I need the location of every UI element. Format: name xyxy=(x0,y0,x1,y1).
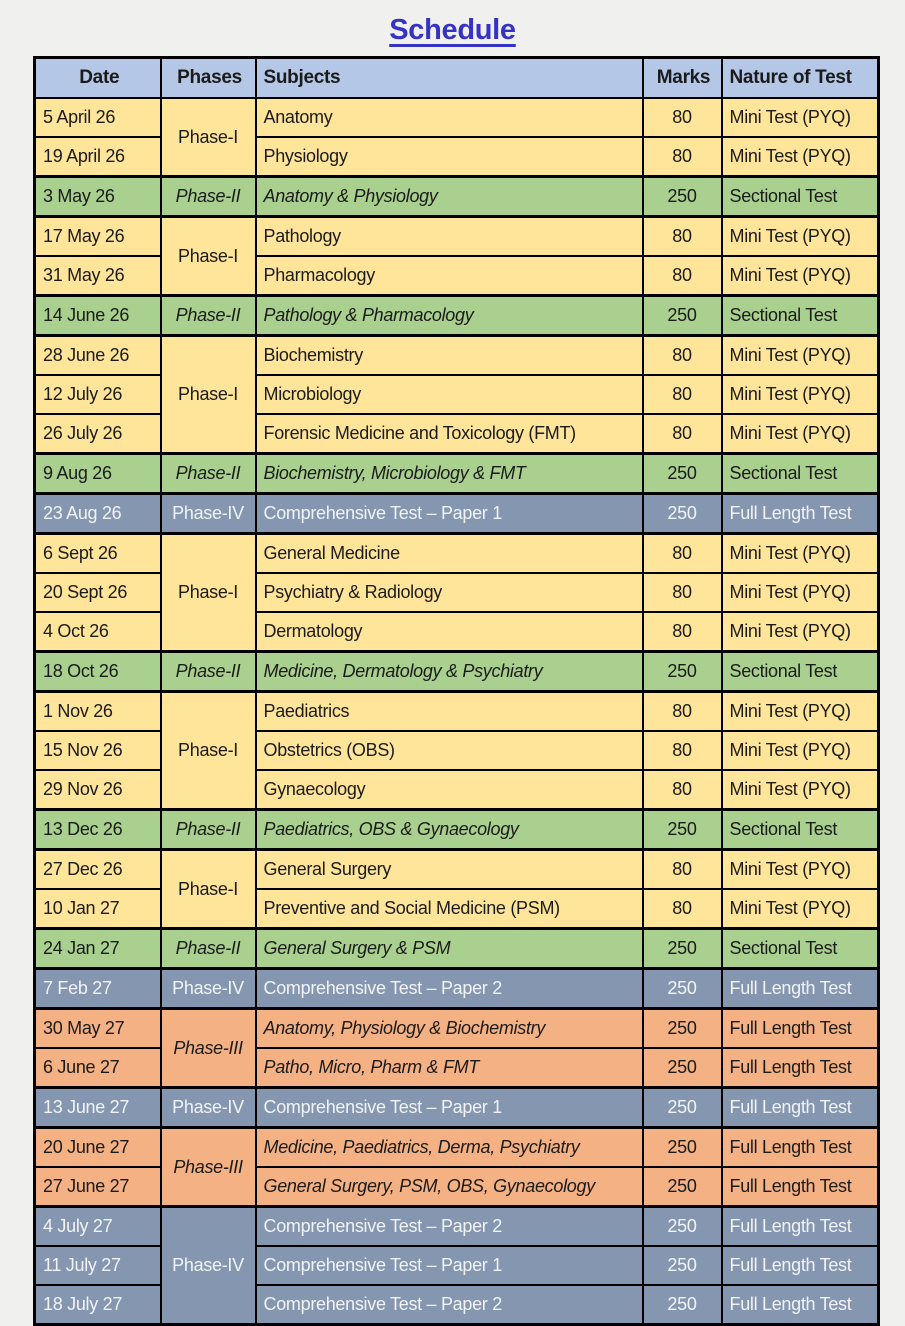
date-cell: 13 June 27 xyxy=(35,1088,161,1128)
marks-cell: 80 xyxy=(643,336,722,376)
subject-cell: Comprehensive Test – Paper 2 xyxy=(256,1285,643,1325)
header-nature: Nature of Test xyxy=(722,58,879,99)
marks-cell: 80 xyxy=(643,137,722,177)
subject-cell: Anatomy, Physiology & Biochemistry xyxy=(256,1009,643,1049)
marks-cell: 250 xyxy=(643,1207,722,1247)
subject-cell: Patho, Micro, Pharm & FMT xyxy=(256,1048,643,1088)
phase-cell: Phase-III xyxy=(161,1009,256,1088)
subject-cell: General Surgery xyxy=(256,850,643,890)
nature-cell: Sectional Test xyxy=(722,810,879,850)
phase-cell: Phase-IV xyxy=(161,969,256,1009)
nature-cell: Mini Test (PYQ) xyxy=(722,414,879,454)
subject-cell: Obstetrics (OBS) xyxy=(256,731,643,770)
subject-cell: Biochemistry xyxy=(256,336,643,376)
date-cell: 7 Feb 27 xyxy=(35,969,161,1009)
date-cell: 17 May 26 xyxy=(35,217,161,257)
subject-cell: Comprehensive Test – Paper 2 xyxy=(256,1207,643,1247)
nature-cell: Full Length Test xyxy=(722,1088,879,1128)
subject-cell: Comprehensive Test – Paper 2 xyxy=(256,969,643,1009)
table-row xyxy=(35,336,879,376)
table-row xyxy=(35,929,879,969)
subject-cell: Paediatrics xyxy=(256,692,643,732)
subject-cell: Dermatology xyxy=(256,612,643,652)
subject-cell: Anatomy xyxy=(256,98,643,137)
date-cell: 10 Jan 27 xyxy=(35,889,161,929)
nature-cell: Sectional Test xyxy=(722,454,879,494)
subject-cell: General Medicine xyxy=(256,534,643,574)
marks-cell: 250 xyxy=(643,454,722,494)
nature-cell: Mini Test (PYQ) xyxy=(722,770,879,810)
nature-cell: Full Length Test xyxy=(722,1246,879,1285)
marks-cell: 80 xyxy=(643,770,722,810)
phase-cell: Phase-I xyxy=(161,692,256,810)
nature-cell: Mini Test (PYQ) xyxy=(722,573,879,612)
nature-cell: Mini Test (PYQ) xyxy=(722,612,879,652)
marks-cell: 80 xyxy=(643,573,722,612)
table-row xyxy=(35,98,879,137)
table-row xyxy=(35,454,879,494)
phase-cell: Phase-I xyxy=(161,850,256,929)
date-cell: 15 Nov 26 xyxy=(35,731,161,770)
date-cell: 29 Nov 26 xyxy=(35,770,161,810)
phase-cell: Phase-I xyxy=(161,217,256,296)
nature-cell: Mini Test (PYQ) xyxy=(722,889,879,929)
nature-cell: Mini Test (PYQ) xyxy=(722,98,879,137)
nature-cell: Sectional Test xyxy=(722,296,879,336)
subject-cell: Paediatrics, OBS & Gynaecology xyxy=(256,810,643,850)
date-cell: 13 Dec 26 xyxy=(35,810,161,850)
subject-cell: Psychiatry & Radiology xyxy=(256,573,643,612)
date-cell: 20 Sept 26 xyxy=(35,573,161,612)
table-row xyxy=(35,652,879,692)
marks-cell: 80 xyxy=(643,217,722,257)
phase-cell: Phase-IV xyxy=(161,494,256,534)
subject-cell: Preventive and Social Medicine (PSM) xyxy=(256,889,643,929)
marks-cell: 250 xyxy=(643,177,722,217)
nature-cell: Mini Test (PYQ) xyxy=(722,256,879,296)
marks-cell: 250 xyxy=(643,969,722,1009)
page-title xyxy=(0,14,905,47)
date-cell: 31 May 26 xyxy=(35,256,161,296)
marks-cell: 250 xyxy=(643,1285,722,1325)
subject-cell: Anatomy & Physiology xyxy=(256,177,643,217)
phase-cell: Phase-IV xyxy=(161,1207,256,1325)
subject-cell: Physiology xyxy=(256,137,643,177)
marks-cell: 80 xyxy=(643,850,722,890)
subject-cell: Biochemistry, Microbiology & FMT xyxy=(256,454,643,494)
nature-cell: Mini Test (PYQ) xyxy=(722,692,879,732)
date-cell: 27 Dec 26 xyxy=(35,850,161,890)
table-row xyxy=(35,534,879,574)
subject-cell: Pathology xyxy=(256,217,643,257)
date-cell: 18 July 27 xyxy=(35,1285,161,1325)
date-cell: 4 July 27 xyxy=(35,1207,161,1247)
marks-cell: 80 xyxy=(643,414,722,454)
nature-cell: Sectional Test xyxy=(722,652,879,692)
subject-cell: Microbiology xyxy=(256,375,643,414)
phase-cell: Phase-II xyxy=(161,177,256,217)
subject-cell: Comprehensive Test – Paper 1 xyxy=(256,1246,643,1285)
table-row xyxy=(35,810,879,850)
marks-cell: 80 xyxy=(643,375,722,414)
table-row xyxy=(35,296,879,336)
page-title-text: Schedule xyxy=(389,14,516,46)
phase-cell: Phase-I xyxy=(161,534,256,652)
date-cell: 14 June 26 xyxy=(35,296,161,336)
nature-cell: Full Length Test xyxy=(722,1167,879,1207)
subject-cell: Pathology & Pharmacology xyxy=(256,296,643,336)
schedule-table xyxy=(33,56,880,1326)
header-row xyxy=(35,58,879,99)
marks-cell: 80 xyxy=(643,612,722,652)
nature-cell: Full Length Test xyxy=(722,1009,879,1049)
header-date: Date xyxy=(35,58,161,99)
date-cell: 27 June 27 xyxy=(35,1167,161,1207)
table-row xyxy=(35,1128,879,1168)
header-marks: Marks xyxy=(643,58,722,99)
subject-cell: Medicine, Dermatology & Psychiatry xyxy=(256,652,643,692)
nature-cell: Mini Test (PYQ) xyxy=(722,534,879,574)
nature-cell: Sectional Test xyxy=(722,929,879,969)
nature-cell: Mini Test (PYQ) xyxy=(722,850,879,890)
table-row xyxy=(35,177,879,217)
date-cell: 3 May 26 xyxy=(35,177,161,217)
date-cell: 12 July 26 xyxy=(35,375,161,414)
phase-cell: Phase-II xyxy=(161,454,256,494)
nature-cell: Mini Test (PYQ) xyxy=(722,731,879,770)
date-cell: 1 Nov 26 xyxy=(35,692,161,732)
subject-cell: Comprehensive Test – Paper 1 xyxy=(256,494,643,534)
header-phases: Phases xyxy=(161,58,256,99)
subject-cell: Pharmacology xyxy=(256,256,643,296)
marks-cell: 250 xyxy=(643,1088,722,1128)
date-cell: 23 Aug 26 xyxy=(35,494,161,534)
nature-cell: Sectional Test xyxy=(722,177,879,217)
marks-cell: 250 xyxy=(643,929,722,969)
phase-cell: Phase-II xyxy=(161,810,256,850)
nature-cell: Mini Test (PYQ) xyxy=(722,336,879,376)
marks-cell: 80 xyxy=(643,731,722,770)
marks-cell: 80 xyxy=(643,98,722,137)
phase-cell: Phase-IV xyxy=(161,1088,256,1128)
marks-cell: 250 xyxy=(643,1009,722,1049)
marks-cell: 250 xyxy=(643,494,722,534)
marks-cell: 250 xyxy=(643,810,722,850)
date-cell: 20 June 27 xyxy=(35,1128,161,1168)
date-cell: 4 Oct 26 xyxy=(35,612,161,652)
table-row xyxy=(35,1207,879,1247)
phase-cell: Phase-I xyxy=(161,98,256,177)
date-cell: 9 Aug 26 xyxy=(35,454,161,494)
nature-cell: Mini Test (PYQ) xyxy=(722,375,879,414)
nature-cell: Full Length Test xyxy=(722,1048,879,1088)
marks-cell: 250 xyxy=(643,1048,722,1088)
marks-cell: 80 xyxy=(643,256,722,296)
marks-cell: 250 xyxy=(643,652,722,692)
date-cell: 6 Sept 26 xyxy=(35,534,161,574)
marks-cell: 250 xyxy=(643,296,722,336)
subject-cell: Comprehensive Test – Paper 1 xyxy=(256,1088,643,1128)
date-cell: 6 June 27 xyxy=(35,1048,161,1088)
date-cell: 30 May 27 xyxy=(35,1009,161,1049)
date-cell: 18 Oct 26 xyxy=(35,652,161,692)
marks-cell: 80 xyxy=(643,534,722,574)
subject-cell: Forensic Medicine and Toxicology (FMT) xyxy=(256,414,643,454)
phase-cell: Phase-II xyxy=(161,296,256,336)
date-cell: 26 July 26 xyxy=(35,414,161,454)
date-cell: 24 Jan 27 xyxy=(35,929,161,969)
table-row xyxy=(35,969,879,1009)
nature-cell: Mini Test (PYQ) xyxy=(722,217,879,257)
subject-cell: General Surgery, PSM, OBS, Gynaecology xyxy=(256,1167,643,1207)
marks-cell: 80 xyxy=(643,692,722,732)
date-cell: 5 April 26 xyxy=(35,98,161,137)
phase-cell: Phase-III xyxy=(161,1128,256,1207)
table-row xyxy=(35,1009,879,1049)
table-row xyxy=(35,850,879,890)
subject-cell: Medicine, Paediatrics, Derma, Psychiatry xyxy=(256,1128,643,1168)
nature-cell: Full Length Test xyxy=(722,969,879,1009)
table-row xyxy=(35,217,879,257)
date-cell: 28 June 26 xyxy=(35,336,161,376)
nature-cell: Mini Test (PYQ) xyxy=(722,137,879,177)
marks-cell: 250 xyxy=(643,1246,722,1285)
nature-cell: Full Length Test xyxy=(722,1285,879,1325)
table-row xyxy=(35,1088,879,1128)
subject-cell: Gynaecology xyxy=(256,770,643,810)
date-cell: 19 April 26 xyxy=(35,137,161,177)
marks-cell: 250 xyxy=(643,1167,722,1207)
subject-cell: General Surgery & PSM xyxy=(256,929,643,969)
table-row xyxy=(35,494,879,534)
phase-cell: Phase-I xyxy=(161,336,256,454)
phase-cell: Phase-II xyxy=(161,652,256,692)
header-subjects: Subjects xyxy=(256,58,643,99)
date-cell: 11 July 27 xyxy=(35,1246,161,1285)
nature-cell: Full Length Test xyxy=(722,494,879,534)
nature-cell: Full Length Test xyxy=(722,1207,879,1247)
nature-cell: Full Length Test xyxy=(722,1128,879,1168)
phase-cell: Phase-II xyxy=(161,929,256,969)
marks-cell: 80 xyxy=(643,889,722,929)
table-row xyxy=(35,692,879,732)
marks-cell: 250 xyxy=(643,1128,722,1168)
